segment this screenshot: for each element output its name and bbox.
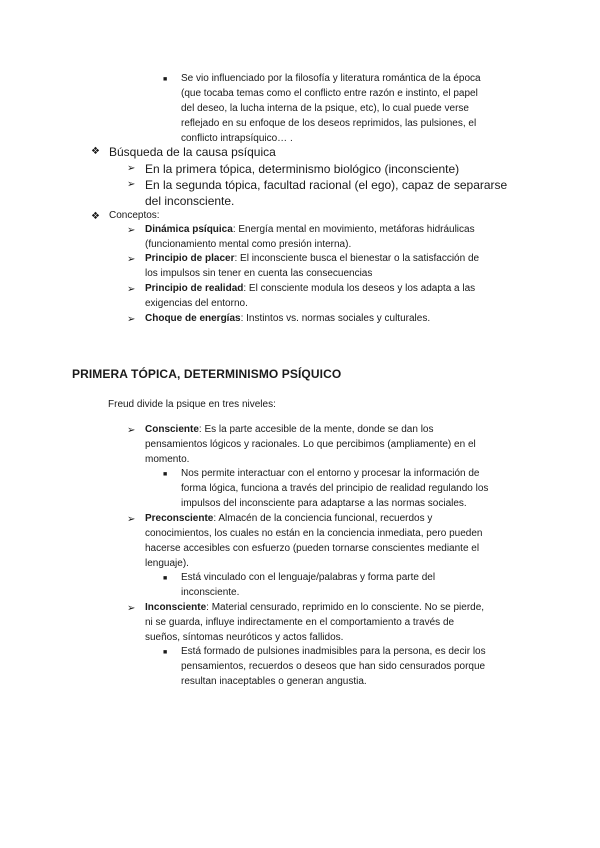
concept-item-continuation: (funcionamiento mental como presión interna). bbox=[145, 239, 352, 250]
arrow-bullet-icon: ➢ bbox=[127, 163, 136, 174]
level-item-continuation: ni se guarda, influye indirectamente en el comportamiento a través de bbox=[145, 617, 455, 628]
list-item: En la segunda tópica, facultad racional (el ego), capaz de separarse bbox=[145, 178, 508, 192]
level-item: Preconsciente: Almacén de la conciencia funcional, recuerdos y bbox=[145, 513, 433, 524]
level-item-continuation: hacerse accesibles con esfuerzo (pueden tornarse conscientes mediante el bbox=[145, 543, 480, 554]
paragraph-line: reflejado en su enfoque de los deseos reprimidos, las pulsiones, el bbox=[181, 118, 477, 129]
list-item-continuation: del inconsciente. bbox=[145, 194, 235, 208]
diamond-bullet-icon: ❖ bbox=[91, 146, 100, 157]
sub-item: Nos permite interactuar con el entorno y procesar la información de bbox=[181, 468, 480, 479]
sub-item: Está vinculado con el lenguaje/palabras y forma parte del bbox=[181, 572, 436, 583]
square-bullet-icon: ■ bbox=[163, 575, 168, 582]
arrow-bullet-icon: ➢ bbox=[127, 225, 136, 236]
arrow-bullet-icon: ➢ bbox=[127, 254, 136, 265]
concept-item-continuation: los impulsos sin tener en cuenta las consecuencias bbox=[145, 268, 373, 279]
square-bullet-icon: ■ bbox=[163, 649, 168, 656]
concept-item: Principio de placer: El inconsciente busca el bienestar o la satisfacción de bbox=[145, 253, 480, 264]
section-title-conceptos: Conceptos: bbox=[109, 210, 160, 221]
level-item-continuation: momento. bbox=[145, 454, 190, 465]
level-item: Consciente: Es la parte accesible de la mente, donde se dan los bbox=[145, 424, 434, 435]
sub-item-continuation: impulsos del inconsciente para adaptarse a las normas sociales. bbox=[181, 498, 467, 509]
level-item-continuation: sueños, síntomas neuróticos y actos fallidos. bbox=[145, 632, 344, 643]
arrow-bullet-icon: ➢ bbox=[127, 425, 136, 436]
square-bullet-icon: ■ bbox=[163, 471, 168, 478]
paragraph-line: conflicto intrapsíquico… . bbox=[181, 133, 293, 144]
paragraph-line: del deseo, la lucha interna de la psique, etc), lo cual puede verse bbox=[181, 103, 469, 114]
section-heading: PRIMERA TÓPICA, DETERMINISMO PSÍQUICO bbox=[72, 367, 342, 381]
level-item-continuation: pensamientos lógicos y racionales. Lo que percibimos (ampliamente) en el bbox=[145, 439, 476, 450]
sub-item-continuation: inconsciente. bbox=[181, 587, 240, 598]
level-item-continuation: lenguaje). bbox=[145, 558, 189, 569]
level-item-continuation: conocimientos, los cuales no están en la conciencia inmediata, pero pueden bbox=[145, 528, 483, 539]
arrow-bullet-icon: ➢ bbox=[127, 179, 136, 190]
arrow-bullet-icon: ➢ bbox=[127, 284, 136, 295]
diamond-bullet-icon: ❖ bbox=[91, 211, 100, 222]
concept-item-continuation: exigencias del entorno. bbox=[145, 298, 248, 309]
concept-item: Dinámica psíquica: Energía mental en movimiento, metáforas hidráulicas bbox=[145, 224, 475, 235]
arrow-bullet-icon: ➢ bbox=[127, 314, 136, 325]
intro-text: Freud divide la psique en tres niveles: bbox=[108, 399, 276, 410]
square-bullet-icon: ■ bbox=[163, 76, 168, 83]
concept-item: Principio de realidad: El consciente modula los deseos y los adapta a las bbox=[145, 283, 476, 294]
sub-item-continuation: resultan inaceptables o generan angustia. bbox=[181, 676, 367, 687]
paragraph-line: Se vio influenciado por la filosofía y literatura romántica de la época bbox=[181, 73, 481, 84]
concept-item: Choque de energías: Instintos vs. normas sociales y culturales. bbox=[145, 313, 431, 324]
level-item: Inconsciente: Material censurado, reprimido en lo consciente. No se pierde, bbox=[145, 602, 485, 613]
sub-item: Está formado de pulsiones inadmisibles para la persona, es decir los bbox=[181, 646, 486, 657]
arrow-bullet-icon: ➢ bbox=[127, 514, 136, 525]
list-item: En la primera tópica, determinismo biológico (inconsciente) bbox=[145, 162, 460, 176]
paragraph-line: (que tocaba temas como el conflicto entre razón e instinto, el papel bbox=[181, 88, 478, 99]
arrow-bullet-icon: ➢ bbox=[127, 603, 136, 614]
sub-item-continuation: forma lógica, funciona a través del principio de realidad regulando los bbox=[181, 483, 489, 494]
sub-item-continuation: pensamientos, recuerdos o deseos que han sido censurados porque bbox=[181, 661, 486, 672]
section-title-busqueda: Búsqueda de la causa psíquica bbox=[109, 145, 276, 159]
